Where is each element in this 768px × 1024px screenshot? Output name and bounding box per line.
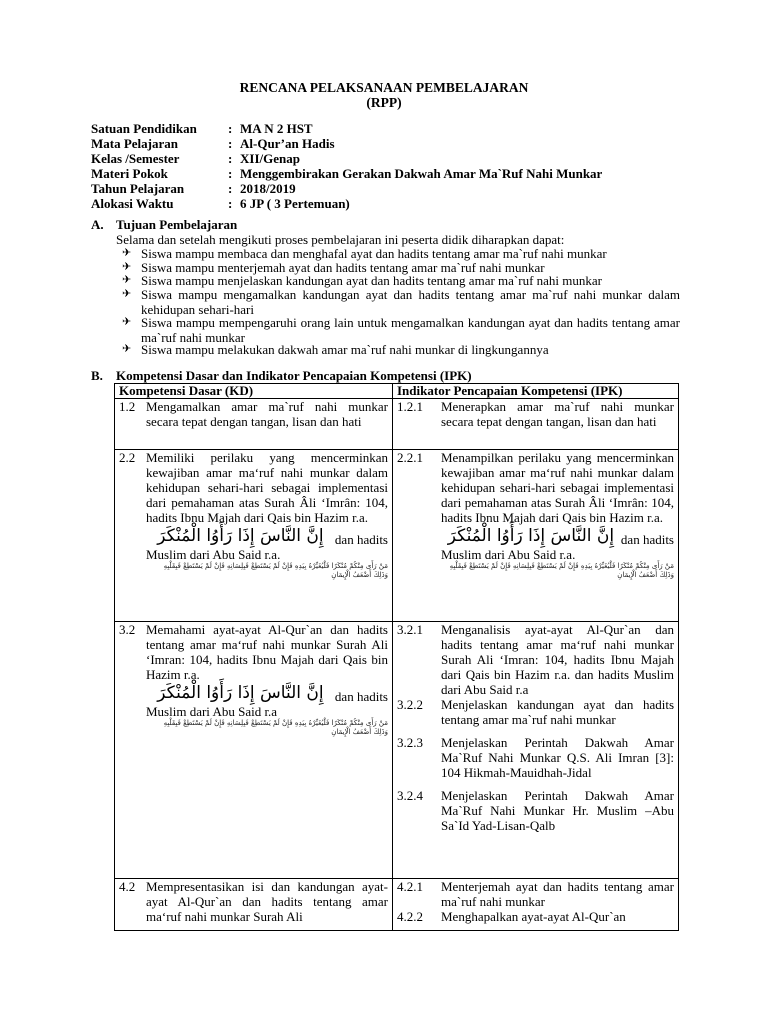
- hadith-text-end: وَذَلِكَ أَضْعَفُ الْإِيمَانِ: [331, 571, 388, 579]
- table-row: 4.2 Mempresentasikan isi dan kandungan ayat-ayat Al-Qur`an dan hadits tentang amar ma‘ruf nahi munkar Surah Ali 4.2.1 Menterjemah ayat dan hadits tentang amar ma`ruf nahi munkar 4.2.2 Menghapalkan ayat-ayat Al-Qur`an: [115, 879, 679, 931]
- meta-row: Satuan Pendidikan : MA N 2 HST: [91, 121, 313, 136]
- objective-item: ✈ Siswa mampu melakukan dakwah amar ma`ruf nahi munkar di lingkungannya: [122, 342, 549, 357]
- quran-verse: إِنَّ النَّاسَ إِذَا رَأَوُا الْمُنْكَرَ: [157, 683, 324, 703]
- objective-item: ✈ Siswa mampu mengamalkan kandungan ayat dan hadits tentang amar ma`ruf nahi munkar dalam kehidupan sehari-hari: [122, 287, 680, 317]
- hadith-text: مَنْ رَأَى مِنْكُمْ مُنْكَرًا فَلْيُغَيِّرْهُ بِيَدِهِ فَإِنْ لَمْ يَسْتَطِعْ فَبِلِسَانِهِ فَإِنْ لَمْ يَسْتَطِعْ فَبِقَلْبِهِ: [163, 719, 388, 727]
- table-header-row: [115, 384, 679, 399]
- objective-item: ✈ Siswa mampu membaca dan menghafal ayat dan hadits tentang amar ma`ruf nahi munkar: [122, 246, 607, 261]
- objective-item: ✈ Siswa mampu mempengaruhi orang lain untuk mengamalkan kandungan ayat dan hadits tentang amar ma`ruf nahi munkar: [122, 315, 680, 345]
- document-subtitle: (RPP): [366, 95, 402, 110]
- bullet-icon: ✈: [122, 261, 132, 273]
- bullet-icon: ✈: [122, 247, 132, 259]
- section-b-heading: B. Kompetensi Dasar dan Indikator Pencapaian Kompetensi (IPK): [91, 368, 472, 383]
- table-row: 2.2 Memiliki perilaku yang mencerminkan kewajiban amar ma‘ruf nahi munkar dalam kehidupan sehari-hari sebagai implementasi dari pemahaman atas Surah Âli ‘Imrân: 104, hadits Ibnu Majah dari Qais bin Hazim r.a. إِنَّ النَّاسَ إِذَا رَأَوُا الْمُنْكَرَ dan hadits Muslim dari Abu Said r.a. مَنْ رَأَى مِنْكُمْ مُنْكَرًا فَلْيُغَيِّرْهُ بِيَدِهِ فَإِنْ لَمْ يَسْتَطِعْ فَبِلِسَانِهِ فَإِنْ لَمْ يَسْتَطِعْ فَبِقَلْبِهِ وَذَلِكَ أَضْعَفُ الْإِيمَانِ 2.2.1 Menampilkan perilaku yang mencerminkan kewajiban amar ma‘ruf nahi munkar dalam kehidupan sehari-hari sebagai implementasi dari pemahaman atas Surah Âli ‘Imrân: 104, hadits Ibnu Majah dari Qais bin Hazim r.a. إِنَّ النَّاسَ إِذَا رَأَوُا الْمُنْكَرَ dan hadits Muslim dari Abu Said r.a. مَنْ رَأَى مِنْكُمْ مُنْكَرًا فَلْيُغَيِّرْهُ بِيَدِهِ فَإِنْ لَمْ يَسْتَطِعْ فَبِلِسَانِهِ فَإِنْ لَمْ يَسْتَطِعْ فَبِقَلْبِهِ وَذَلِكَ أَضْعَفُ الْإِيمَانِ: [115, 450, 679, 622]
- table-row: 3.2 Memahami ayat-ayat Al-Qur`an dan hadits tentang amar ma‘ruf nahi munkar Surah Ali ‘Imran: 104, hadits Ibnu Majah dari Qais bin Hazim r.a. إِنَّ النَّاسَ إِذَا رَأَوُا الْمُنْكَرَ dan hadits Muslim dari Abu Said r.a مَنْ رَأَى مِنْكُمْ مُنْكَرًا فَلْيُغَيِّرْهُ بِيَدِهِ فَإِنْ لَمْ يَسْتَطِعْ فَبِلِسَانِهِ فَإِنْ لَمْ يَسْتَطِعْ فَبِقَلْبِهِ وَذَلِكَ أَضْعَفُ الْإِيمَانِ 3.2.1 Menganalisis ayat-ayat Al-Qur`an dan hadits tentang amar ma‘ruf nahi munkar Surah Ali ‘Imran: 104, hadits Ibnu Majah dari Qais bin Hazim r.a. dan hadits Muslim dari Abu Said r.a 3.2.2 Menjelaskan kandungan ayat dan hadits tentang amar ma`ruf nahi munkar 3.2.3 Menjelaskan Perintah Dakwah Amar Ma`Ruf Nahi Munkar Q.S. Ali Imran [3]: 104 Hikmah-Mauidhah-Jidal 3.2.4 Menjelaskan Perintah Dakwah Amar Ma`Ruf Nahi Munkar Hr. Muslim –Abu Sa`Id Yad-Lisan-Qalb: [115, 622, 679, 879]
- bullet-icon: ✈: [122, 316, 132, 328]
- objective-item: ✈ Siswa mampu menjelaskan kandungan ayat dan hadits tentang amar ma`ruf nahi munkar: [122, 273, 602, 288]
- section-a-heading: A. Tujuan Pembelajaran: [91, 217, 238, 232]
- column-header-kd: Kompetensi Dasar (KD): [115, 384, 393, 399]
- meta-row: Mata Pelajaran : Al-Qur’an Hadis: [91, 136, 335, 151]
- section-a-intro: Selama dan setelah mengikuti proses pembelajaran ini peserta didik diharapkan dapat:: [116, 232, 565, 247]
- meta-row: Kelas /Semester : XII/Genap: [91, 151, 300, 166]
- quran-verse: إِنَّ النَّاسَ إِذَا رَأَوُا الْمُنْكَرَ: [157, 526, 324, 546]
- objective-item: ✈ Siswa mampu menterjemah ayat dan hadits tentang amar ma`ruf nahi munkar: [122, 260, 545, 275]
- hadith-text: مَنْ رَأَى مِنْكُمْ مُنْكَرًا فَلْيُغَيِّرْهُ بِيَدِهِ فَإِنْ لَمْ يَسْتَطِعْ فَبِلِسَانِهِ فَإِنْ لَمْ يَسْتَطِعْ فَبِقَلْبِهِ: [449, 562, 674, 570]
- quran-verse: إِنَّ النَّاسَ إِذَا رَأَوُا الْمُنْكَرَ: [447, 526, 615, 546]
- meta-row: Materi Pokok : Menggembirakan Gerakan Dakwah Amar Ma`Ruf Nahi Munkar: [91, 166, 603, 181]
- document-title: RENCANA PELAKSANAAN PEMBELAJARAN: [239, 80, 529, 95]
- bullet-icon: ✈: [122, 288, 132, 300]
- competency-table: [114, 383, 679, 931]
- hadith-text-end: وَذَلِكَ أَضْعَفُ الْإِيمَانِ: [331, 728, 388, 736]
- identity-block: [91, 121, 602, 211]
- column-header-ipk: Indikator Pencapaian Kompetensi (IPK): [393, 384, 679, 399]
- bullet-icon: ✈: [122, 343, 132, 355]
- hadith-text: مَنْ رَأَى مِنْكُمْ مُنْكَرًا فَلْيُغَيِّرْهُ بِيَدِهِ فَإِنْ لَمْ يَسْتَطِعْ فَبِلِسَانِهِ فَإِنْ لَمْ يَسْتَطِعْ فَبِقَلْبِهِ: [163, 562, 388, 570]
- bullet-icon: ✈: [122, 274, 132, 286]
- table-row: 1.2 Mengamalkan amar ma`ruf nahi munkar secara tepat dengan tangan, lisan dan hati 1.2.1 Menerapkan amar ma`ruf nahi munkar secara tepat dengan tangan, lisan dan hati: [115, 399, 679, 450]
- meta-row: Tahun Pelajaran : 2018/2019: [91, 181, 296, 196]
- hadith-text-end: وَذَلِكَ أَضْعَفُ الْإِيمَانِ: [617, 571, 674, 579]
- meta-row: Alokasi Waktu : 6 JP ( 3 Pertemuan): [91, 196, 350, 211]
